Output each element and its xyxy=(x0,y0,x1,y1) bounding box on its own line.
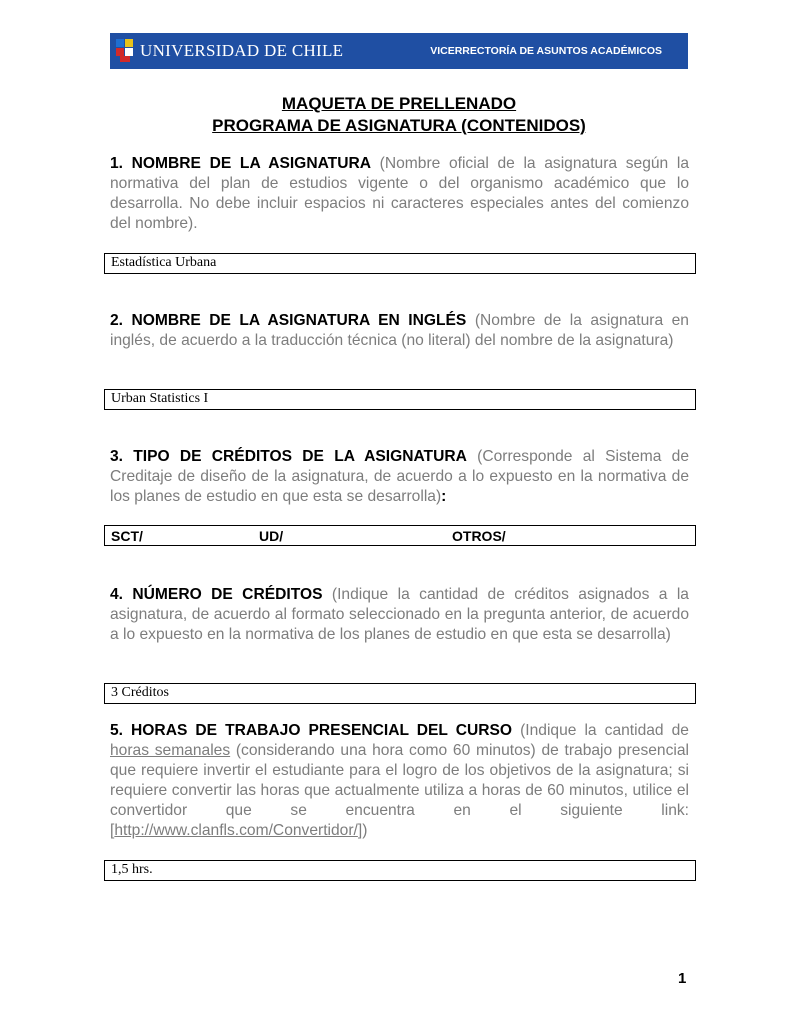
section-4-heading: 4. NÚMERO DE CRÉDITOS xyxy=(110,586,323,603)
field-numero-creditos[interactable]: 3 Créditos xyxy=(104,683,696,704)
field-tipo-creditos xyxy=(104,525,696,546)
section-1-description: (Nombre oficial de la asignatura según la normativa del plan de estudios vigente o del organismo académico que lo desarrolla. No debe incluir espacios ni caracteres especiales antes del comienzo del nombre). xyxy=(110,155,689,232)
field-nombre-ingles[interactable]: Urban Statistics I xyxy=(104,389,696,410)
section-4-text xyxy=(110,585,689,645)
section-5-description-c: ]) xyxy=(357,822,368,839)
section-3-description: (Corresponde al Sistema de Creditaje de diseño de la asignatura, de acuerdo a lo expuesto en la normativa de los planes de estudio en que esta se desarrolla) xyxy=(110,448,689,505)
section-3-colon: : xyxy=(441,488,447,505)
section-5-heading: 5. HORAS DE TRABAJO PRESENCIAL DEL CURSO xyxy=(110,722,513,739)
section-4-description: (Indique la cantidad de créditos asignados a la asignatura, de acuerdo al formato seleccionado en la pregunta anterior, de acuerdo a lo expuesto en la normativa de los planes de estudio en que esta se desarrolla) xyxy=(110,586,689,643)
horas-semanales-text: horas semanales xyxy=(110,742,231,759)
option-otros[interactable]: OTROS/ xyxy=(452,528,506,544)
university-name: UNIVERSIDAD DE CHILE xyxy=(140,41,344,60)
section-1-text xyxy=(110,154,689,234)
section-3-text xyxy=(110,447,689,507)
header-banner xyxy=(110,33,688,69)
document-title-line1: MAQUETA DE PRELLENADO xyxy=(281,94,517,113)
section-2-description: (Nombre de la asignatura en inglés, de acuerdo a la traducción técnica (no literal) del nombre de la asignatura) xyxy=(110,312,689,349)
option-sct[interactable]: SCT/ xyxy=(111,528,143,544)
section-5-text xyxy=(110,721,689,841)
page-number: 1 xyxy=(678,970,687,987)
document-title-line2: PROGRAMA DE ASIGNATURA (CONTENIDOS) xyxy=(212,116,586,135)
university-crest-icon xyxy=(116,39,134,63)
field-horas-presenciales[interactable]: 1,5 hrs. xyxy=(104,860,696,881)
option-ud[interactable]: UD/ xyxy=(259,528,284,544)
convertidor-link[interactable]: http://www.clanfls.com/Convertidor/ xyxy=(114,822,358,839)
section-5-description-b: (considerando una hora como 60 minutos) de trabajo presencial que requiere invertir el estudiante para el logro de los objetivos de la asignatura; si requiere convertir las horas que actualmente utiliza a horas de 60 minutos, utilice el convertidor que se encuentra en el siguiente link: [ xyxy=(110,742,689,839)
section-1-heading: 1. NOMBRE DE LA ASIGNATURA xyxy=(110,155,371,172)
section-3-heading: 3. TIPO DE CRÉDITOS DE LA ASIGNATURA xyxy=(110,448,467,465)
vicerrectoria-label: VICERRECTORÍA DE ASUNTOS ACADÉMICOS xyxy=(430,45,662,57)
field-nombre-asignatura[interactable]: Estadística Urbana xyxy=(104,253,696,274)
section-2-heading: 2. NOMBRE DE LA ASIGNATURA EN INGLÉS xyxy=(110,312,467,329)
section-5-description-a: (Indique la cantidad de xyxy=(520,722,689,739)
section-2-text xyxy=(110,311,689,351)
